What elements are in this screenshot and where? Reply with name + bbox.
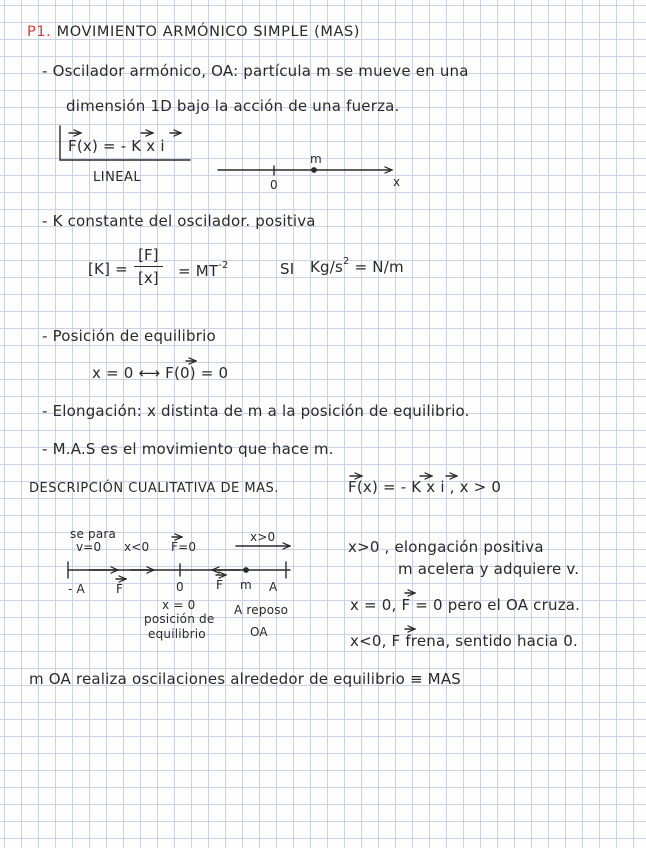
f-left-label: F [116,582,124,596]
si-label: SI [280,260,295,278]
constant-text: - K constante del oscilador. positiva [42,212,316,230]
mas-text: - M.A.S es el movimiento que hace m. [42,440,334,458]
equilibrium-equation: x = 0 ⟷ F(0) = 0 [92,364,229,382]
fraction-denominator: [x] [138,269,159,287]
page-title [27,24,360,40]
dimension-result [178,260,229,280]
conclusion-text: m OA realiza oscilaciones alrededor de equilibrio ≡ MAS [29,670,462,688]
stops-label-2: v=0 [76,540,102,554]
si-n-over-m: = N/m [354,258,404,276]
case-zero: x = 0, F = 0 pero el OA cruza. [350,596,581,614]
axis-variable-label: x [393,175,401,189]
si-units [310,256,404,276]
origin-label: 0 [176,580,184,594]
case-negative: x<0, F frena, sentido hacia 0. [350,632,578,650]
si-kg-s: Kg/s [310,258,344,276]
intro-line-1: - Oscilador armónico, OA: partícula m se mueve en una [42,62,469,80]
stops-label-1: se para [70,527,117,541]
rest-label-1: A reposo [234,603,289,617]
rest-label-2: OA [250,625,268,639]
axis-origin-label: 0 [270,178,278,192]
equilibrium-position-2: equilibrio [148,627,206,641]
dimension-lhs: [K] = [88,260,128,278]
intro-mass-dot [312,168,316,172]
dimension-exponent: -2 [218,260,229,271]
x-negative-label: x<0 [124,540,150,554]
qualitative-formula: F(x) = - K x i , x > 0 [348,478,502,496]
dimension-mt: = MT [178,262,219,280]
si-exponent: 2 [343,256,350,267]
intro-line-2: dimensión 1D bajo la acción de una fuerza. [66,97,400,115]
force-law: F(x) = - K x i [68,137,165,155]
linear-label: LINEAL [93,170,142,185]
x-positive-label: x>0 [250,530,276,544]
a-label: A [269,580,278,594]
equilibrium-position-1: posición de [144,612,215,626]
x-equals-zero-label: x = 0 [162,598,196,612]
minus-a-label: - A [68,582,85,596]
equilibrium-text: - Posición de equilibrio [42,327,216,345]
axis-mass-label: m [310,152,322,166]
diagram-mass-dot [244,568,248,572]
title-text: MOVIMIENTO ARMÓNICO SIMPLE (MAS) [56,24,361,40]
case-positive-2: m acelera y adquiere v. [398,560,580,578]
f-zero-label: F=0 [171,540,197,554]
title-number: P1. [27,24,52,40]
qualitative-heading: DESCRIPCIÓN CUALITATIVA DE MAS. [29,481,279,496]
f-right-label: F [216,578,224,592]
case-positive-1: x>0 , elongación positiva [348,538,544,556]
fraction-numerator: [F] [138,246,159,264]
mass-label: m [240,578,252,592]
dimension-fraction [134,246,163,287]
elongation-text: - Elongación: x distinta de m a la posición de equilibrio. [42,402,470,420]
